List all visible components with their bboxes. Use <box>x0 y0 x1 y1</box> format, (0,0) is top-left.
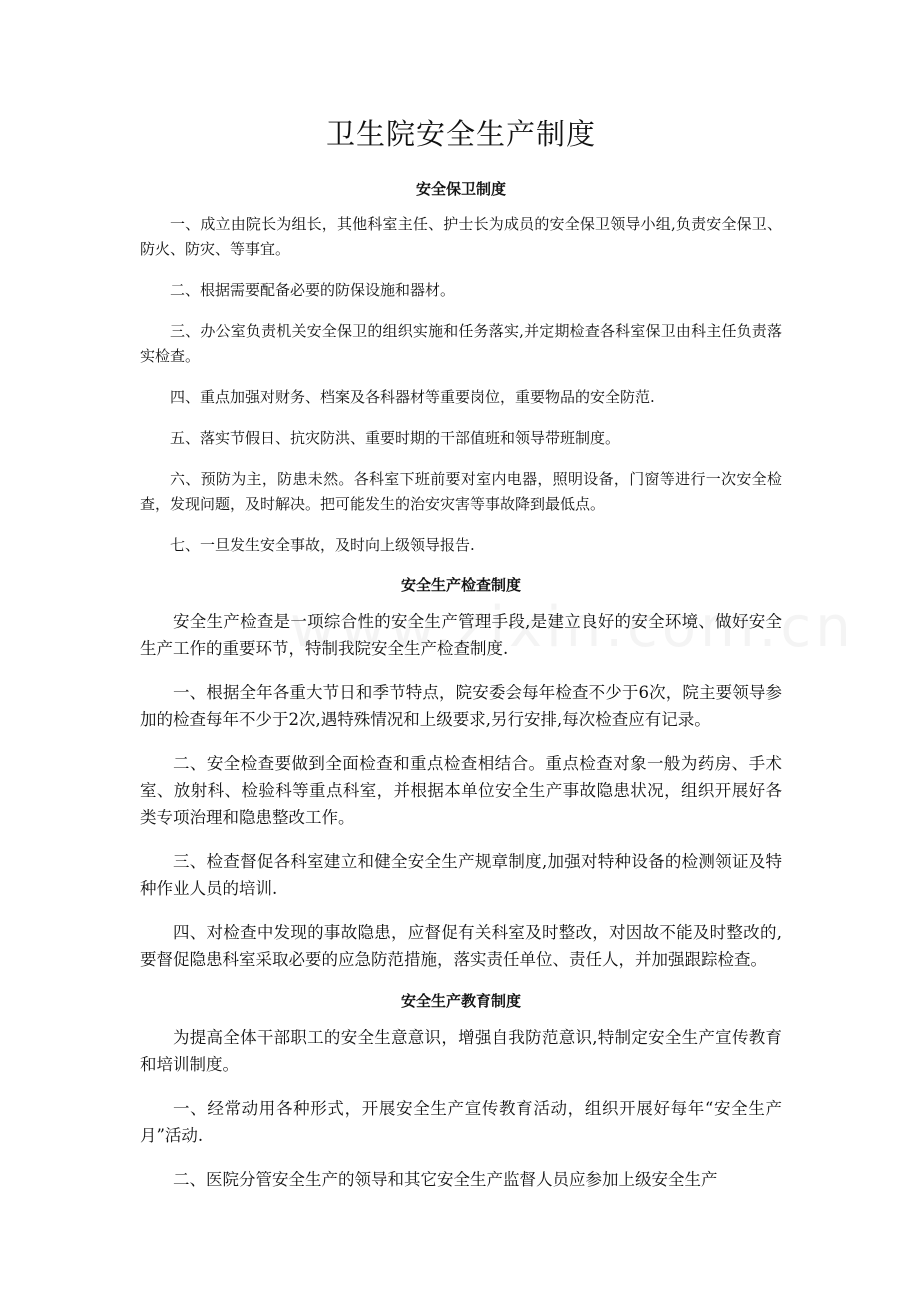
section-security <box>140 178 782 558</box>
section-heading: 安全生产教育制度 <box>400 992 521 1010</box>
paragraph: 七、一旦发生安全事故，及时向上级领导报告. <box>170 536 475 554</box>
paragraph: 三、办公室负责机关安全保卫的组织实施和任务落实,并定期检查各科室保卫由科主任负责落实检查。 <box>140 322 782 365</box>
paragraph: 一、成立由院长为组长，其他科室主任、护士长为成员的安全保卫领导小组,负责安全保卫、防火、防灾、等事宜。 <box>140 215 782 258</box>
paragraph: 六、预防为主，防患未然。各科室下班前要对室内电器，照明设备，门窗等进行一次安全检查，发现问题，及时解决。把可能发生的治安灾害等事故降到最低点。 <box>140 470 782 513</box>
section-heading: 安全生产检查制度 <box>400 576 521 594</box>
paragraph: 二、安全检查要做到全面检查和重点检查相结合。重点检查对象一般为药房、手术室、放射科、检验科等重点科室，并根据本单位安全生产事故隐患状况，组织开展好各类专项治理和隐患整改工作。 <box>140 754 782 827</box>
section-inspection <box>140 574 782 973</box>
document-page <box>140 112 782 1210</box>
paragraph: 一、经常动用各种形式，开展安全生产宣传教育活动，组织开展好每年“安全生产月”活动. <box>140 1099 782 1145</box>
section-heading: 安全保卫制度 <box>415 180 506 198</box>
document-title: 卫生院安全生产制度 <box>325 117 596 151</box>
paragraph: 二、医院分管安全生产的领导和其它安全生产监督人员应参加上级安全生产 <box>173 1170 718 1189</box>
paragraph: 三、检查督促各科室建立和健全安全生产规章制度,加强对特种设备的检测领证及特种作业人员的培训. <box>140 852 782 898</box>
paragraph: 四、对检查中发现的事故隐患，应督促有关科室及时整改，对因故不能及时整改的,要督促隐患科室采取必要的应急防范措施，落实责任单位、责任人，并加强跟踪检查。 <box>140 923 782 969</box>
paragraph: 五、落实节假日、抗灾防洪、重要时期的干部值班和领导带班制度。 <box>170 429 621 447</box>
paragraph: 一、根据全年各重大节日和季节特点，院安委会每年检查不少于6次，院主要领导参加的检查每年不少于2次,遇特殊情况和上级要求,另行安排,每次检查应有记录。 <box>140 683 782 729</box>
section-education <box>140 990 782 1193</box>
paragraph: 二、根据需要配备必要的防保设施和器材。 <box>170 281 456 299</box>
paragraph: 四、重点加强对财务、档案及各科器材等重要岗位，重要物品的安全防范. <box>170 388 655 406</box>
paragraph: 为提高全体干部职工的安全生意意识，增强自我防范意识,特制定安全生产宣传教育和培训制度。 <box>140 1028 782 1074</box>
paragraph: 安全生产检查是一项综合性的安全生产管理手段,是建立良好的安全环境、做好安全生产工作的重要环节，特制我院安全生产检查制度. <box>140 612 782 658</box>
